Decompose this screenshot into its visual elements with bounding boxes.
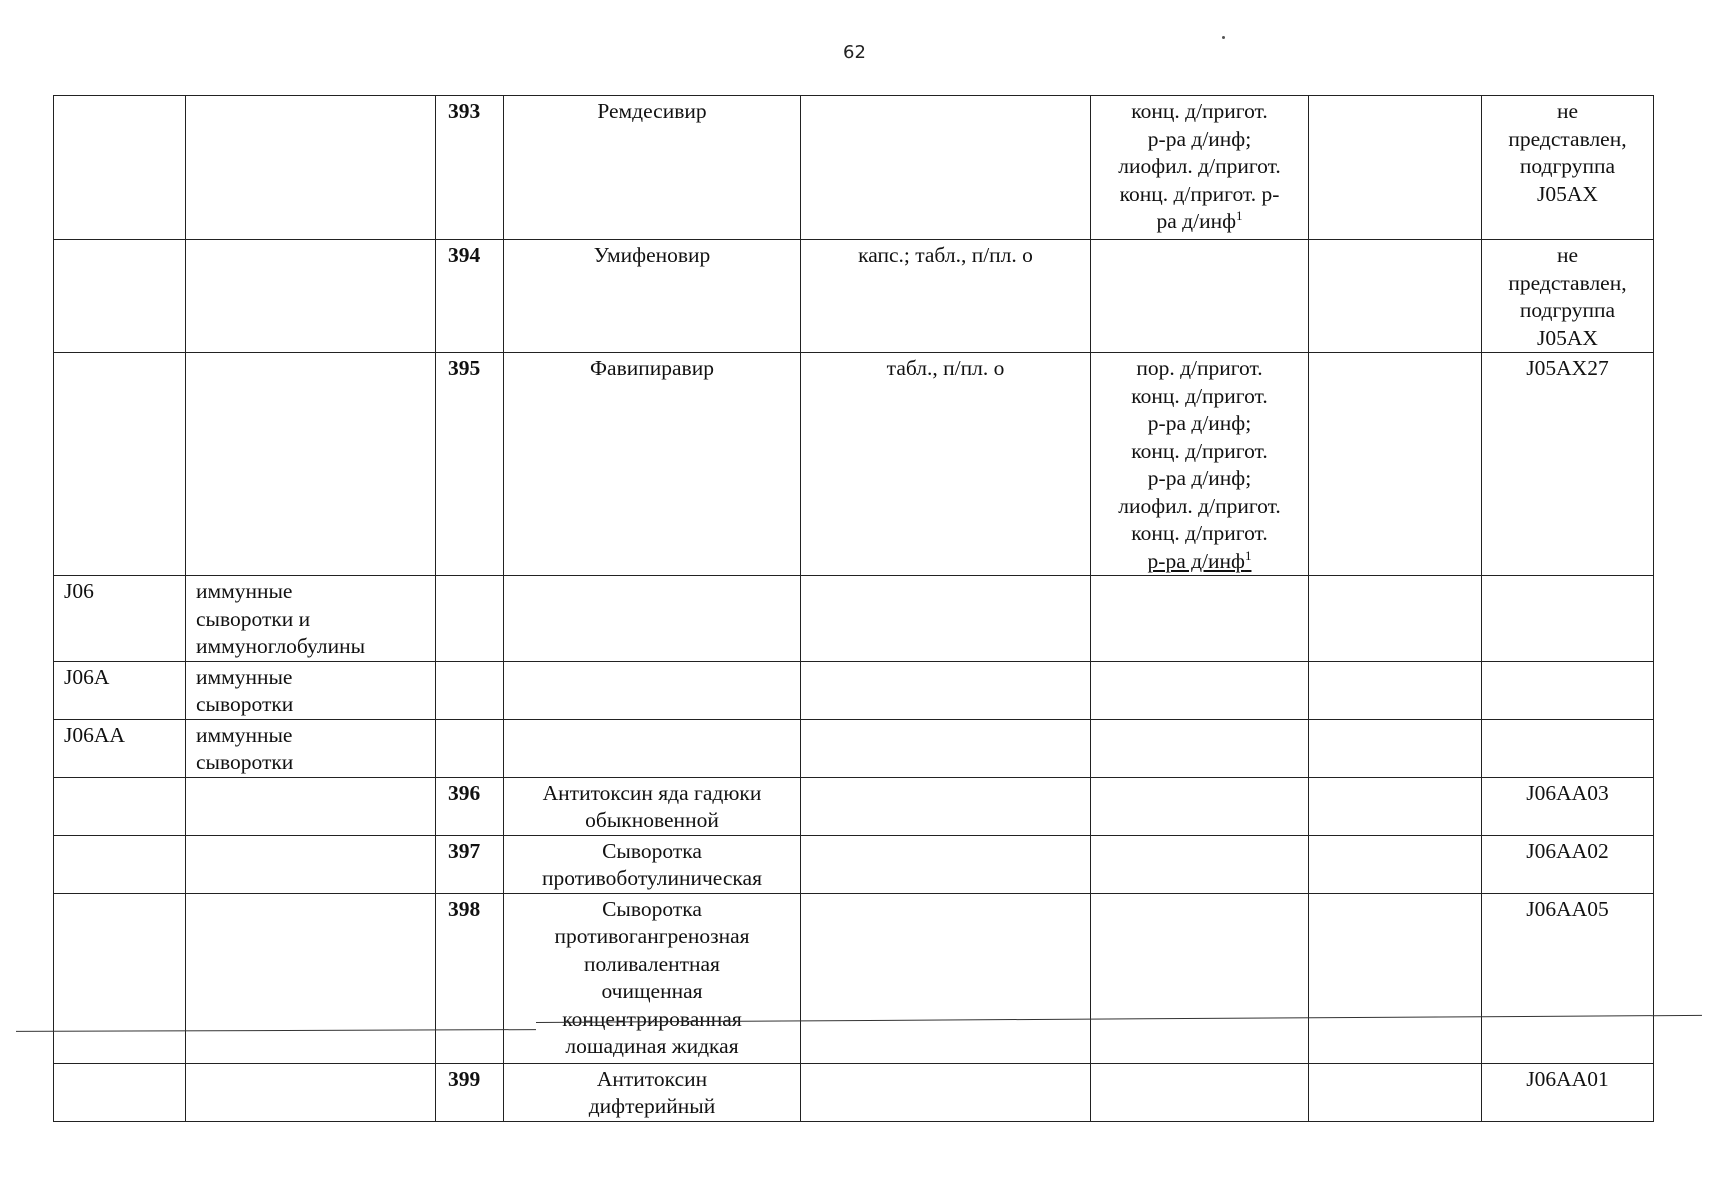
drug-name: [504, 893, 801, 1063]
atc-group-code: J06A: [54, 661, 186, 719]
footnote-mark: 1: [1244, 547, 1252, 563]
name-line: очищенная: [601, 979, 703, 1003]
atc-code: J06AA05: [1482, 893, 1654, 1063]
table-row: [54, 661, 1654, 719]
empty-cell: [504, 576, 801, 662]
atc-code: J06AA02: [1482, 835, 1654, 893]
name-line: поливалентная: [584, 951, 720, 976]
page-number: 62: [843, 42, 866, 63]
drug-name: Умифеновир: [504, 240, 801, 353]
name-line: дифтерийный: [588, 1094, 716, 1118]
name-line: противогангренозная: [554, 924, 750, 948]
table-row: [54, 576, 1654, 662]
name-line: противоботулиническая: [542, 866, 762, 890]
atc-group-code: J06: [54, 576, 186, 662]
atc-group-code: J06AA: [54, 719, 186, 777]
atc-code-cell: [54, 96, 186, 240]
drug-name: Фавипиравир: [504, 353, 801, 576]
empty-cell: [1309, 1063, 1482, 1121]
empty-cell: [801, 576, 1091, 662]
empty-cell: [1091, 835, 1309, 893]
name-line: Сыворотка: [602, 838, 702, 863]
atc-code: J06AA01: [1482, 1063, 1654, 1121]
empty-cell: [1309, 893, 1482, 1063]
group-name-cell: [186, 96, 436, 240]
row-number: 399: [436, 1063, 504, 1121]
empty-cell: [801, 1063, 1091, 1121]
group-name-cell: [186, 240, 436, 353]
empty-cell: [1091, 661, 1309, 719]
empty-cell: [1091, 576, 1309, 662]
empty-cell: [436, 576, 504, 662]
footnote-mark: 1: [1236, 207, 1243, 223]
atc-code: [1482, 240, 1654, 353]
row-number: 398: [436, 893, 504, 1063]
name-line: обыкновенной: [585, 808, 719, 832]
table-row: [54, 719, 1654, 777]
atc-code: [1482, 96, 1654, 240]
empty-cell: [1309, 777, 1482, 835]
dosage-form: [801, 96, 1091, 240]
form-line: ра д/инф: [1156, 209, 1237, 233]
dosage-form-secondary: [1091, 240, 1309, 353]
empty-cell: [1091, 777, 1309, 835]
empty-cell: [186, 893, 436, 1063]
group-line: сыворотки и: [196, 606, 311, 631]
empty-cell: [1309, 835, 1482, 893]
name-line: лошадиная жидкая: [565, 1034, 739, 1058]
empty-cell: [186, 1063, 436, 1121]
empty-cell: [1309, 353, 1482, 576]
empty-cell: [1309, 96, 1482, 240]
atc-line: подгруппа: [1519, 298, 1616, 322]
atc-line: J05AX: [1537, 325, 1598, 350]
row-number: 393: [436, 96, 504, 240]
form-line: р-ра д/инф;: [1147, 466, 1252, 490]
form-line: конц. д/пригот.: [1131, 438, 1268, 463]
empty-cell: [436, 719, 504, 777]
row-number: 397: [436, 835, 504, 893]
empty-cell: [801, 893, 1091, 1063]
group-name: [186, 719, 436, 777]
row-number: 394: [436, 240, 504, 353]
empty-cell: [54, 835, 186, 893]
atc-code: J06AA03: [1482, 777, 1654, 835]
form-line: р-ра д/инф;: [1147, 126, 1252, 151]
drug-name: Ремдесивир: [504, 96, 801, 240]
empty-cell: [1309, 240, 1482, 353]
atc-code: J05AX27: [1482, 353, 1654, 576]
form-line: р-ра д/инф;: [1147, 411, 1252, 435]
empty-cell: [1482, 661, 1654, 719]
drug-list-table: [53, 95, 1654, 1122]
empty-cell: [54, 1063, 186, 1121]
atc-line: не: [1556, 243, 1579, 267]
form-line: конц. д/пригот.: [1131, 99, 1268, 123]
empty-cell: [801, 777, 1091, 835]
table-row: [54, 777, 1654, 835]
drug-name: [504, 777, 801, 835]
dosage-form: капс.; табл., п/пл. о: [801, 240, 1091, 353]
form-line: лиофил. д/пригот.: [1118, 154, 1281, 178]
group-line: сыворотки: [196, 692, 294, 716]
row-number: 395: [436, 353, 504, 576]
table-row: [54, 353, 1654, 576]
empty-cell: [801, 719, 1091, 777]
empty-cell: [1309, 719, 1482, 777]
atc-line: подгруппа: [1519, 154, 1616, 178]
group-name: [186, 576, 436, 662]
group-line: иммуноглобулины: [196, 634, 366, 658]
atc-code-cell: [54, 240, 186, 353]
drug-name: [504, 1063, 801, 1121]
form-line: лиофил. д/пригот.: [1118, 493, 1281, 518]
empty-cell: [186, 777, 436, 835]
table-row: [54, 835, 1654, 893]
empty-cell: [504, 661, 801, 719]
name-line: Антитоксин яда гадюки: [542, 780, 762, 805]
row-number: 396: [436, 777, 504, 835]
empty-cell: [801, 661, 1091, 719]
group-name-cell: [186, 353, 436, 576]
atc-code-cell: [54, 353, 186, 576]
empty-cell: [1091, 719, 1309, 777]
group-name: [186, 661, 436, 719]
empty-cell: [1309, 661, 1482, 719]
form-line: конц. д/пригот.: [1131, 521, 1268, 545]
empty-cell: [436, 661, 504, 719]
table-row: [54, 893, 1654, 1063]
scan-speck: [1222, 36, 1225, 39]
empty-cell: [54, 893, 186, 1063]
name-line: концентрированная: [562, 1006, 742, 1031]
name-line: Сыворотка: [602, 896, 702, 921]
form-line: р-ра д/инф: [1147, 548, 1245, 573]
group-line: иммунные: [196, 579, 293, 603]
atc-line: представлен,: [1508, 126, 1627, 151]
empty-cell: [1091, 893, 1309, 1063]
empty-cell: [504, 719, 801, 777]
table-row: [54, 96, 1654, 240]
atc-line: J05AX: [1537, 181, 1598, 206]
form-line: пор. д/пригот.: [1136, 356, 1263, 380]
form-line: конц. д/пригот.: [1131, 383, 1268, 408]
dosage-form: табл., п/пл. о: [801, 353, 1091, 576]
empty-cell: [801, 835, 1091, 893]
name-line: Антитоксин: [596, 1066, 708, 1091]
dosage-form-secondary: [1091, 353, 1309, 576]
atc-line: не: [1556, 99, 1579, 123]
empty-cell: [1309, 576, 1482, 662]
atc-line: представлен,: [1508, 270, 1627, 295]
empty-cell: [186, 835, 436, 893]
empty-cell: [1482, 576, 1654, 662]
empty-cell: [1091, 1063, 1309, 1121]
empty-cell: [54, 777, 186, 835]
group-line: иммунные: [196, 664, 293, 689]
group-line: сыворотки: [196, 750, 294, 774]
drug-name: [504, 835, 801, 893]
empty-cell: [1482, 719, 1654, 777]
form-line: конц. д/пригот. р-: [1119, 181, 1280, 206]
table-row: [54, 1063, 1654, 1121]
dosage-form-secondary: [1091, 96, 1309, 240]
group-line: иммунные: [196, 722, 293, 747]
table-row: [54, 240, 1654, 353]
